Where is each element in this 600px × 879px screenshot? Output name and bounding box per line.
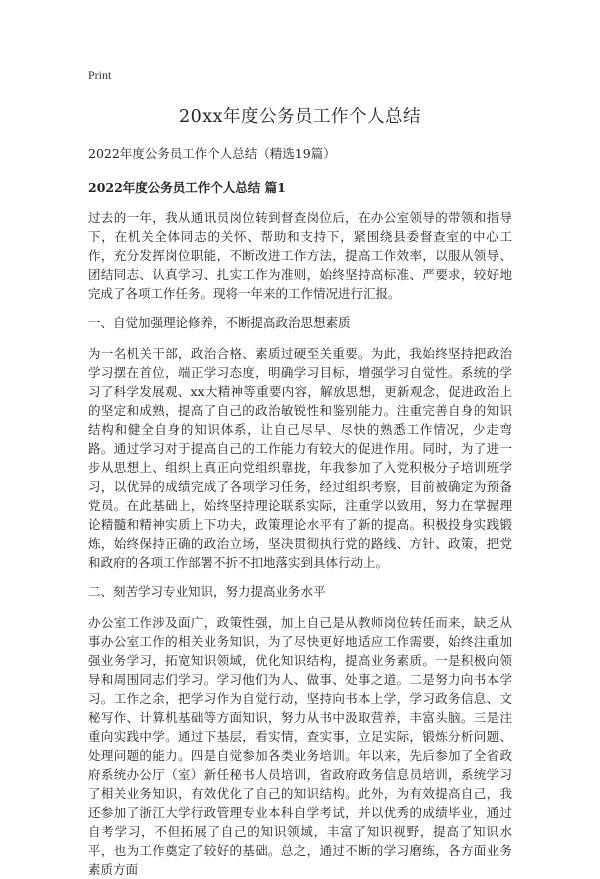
document-title: 20xx年度公务员工作个人总结 — [178, 107, 421, 127]
body-paragraph-2: 办公室工作涉及面广，政策性强，加上自己是从教师岗位转任而来，缺乏从事办公室工作的相关业务知识，为了尽快更好地适应工作需要，始终注重加强业务学习，拓宽知识领域，优化知识结构，提高业务素质。一是积极向领导和周围同志们学习。学习他们为人、做事、处事之道。二是努力向书本学习。工作之余，把学习作为自觉行动，坚持向书本上学，学习政务信息、文秘写作、计算机基础等方面知识，努力从书中汲取营养，丰富头脑。三是注重向实践中学。通过下基层，看实情，查实事，立足实际，锻炼分析问题、处理问题的能力。四是自觉参加各类业务培训。年以来，先后参加了全省政府系统办公厅（室）新任秘书人员培训，省政府政务信息员培训，系统学习了相关业务知识，有效优化了自己的知识结构。此外，为有效提高自己，我还参加了浙江大学行政管理专业本科自学考试，并以优秀的成绩毕业，通过自考学习，不但拓展了自己的知识领域，丰富了知识视野，提高了知识水平，也为工作奠定了较好的基础。总之，通过不断的学习磨练，各方面业务素质方面 — [88, 615, 512, 877]
document-subtitle: 2022年度公务员工作个人总结（精选19篇） — [88, 146, 336, 161]
section-heading: 2022年度公务员工作个人总结 篇1 — [88, 180, 286, 195]
sub-heading-2: 二、刻苦学习专业知识，努力提高业务水平 — [88, 584, 326, 599]
print-link[interactable]: Print — [88, 68, 112, 82]
sub-heading-1: 一、自觉加强理论修养，不断提高政治思想素质 — [88, 315, 351, 330]
intro-paragraph: 过去的一年，我从通讯员岗位转到督查岗位后，在办公室领导的带领和指导下，在机关全体同志的关怀、帮助和支持下，紧围绕县委督查室的中心工作，充分发挥岗位职能，不断改进工作方法，提高工作效率，以服从领导、团结同志、认真学习、扎实工作为准则，始终坚持高标准、严要求，较好地完成了各项工作任务。现将一年来的工作情况进行汇报。 — [88, 210, 512, 301]
body-paragraph-1: 为一名机关干部，政治合格、素质过硬至关重要。为此，我始终坚持把政治学习摆在首位，端正学习态度，明确学习目标，增强学习自觉性。系统的学习了科学发展观、xx大精神等重要内容，解放思想，更新观念，促进政治上的坚定和成熟，提高了自己的政治敏锐性和鉴别能力。注重完善自身的知识结构和健全自身的知识体系，让自己尽早、尽快的熟悉工作情况，少走弯路。通过学习对于提高自己的工作能力有较大的促进作用。同时，为了进一步从思想上、组织上真正向党组织靠拢，年我参加了入党积极分子培训班学习，以优异的成绩完成了各项学习任务，经过组织考察，目前被确定为预备党员。在此基础上，始终坚持理论联系实际，注重学以致用，努力在掌握理论精髓和精神实质上下功夫，政策理论水平有了新的提高。积极投身实践锻炼，始终保持正确的政治立场，坚决贯彻执行党的路线、方针、政策，把党和政府的各项工作部署不折不扣地落实到具体行动上。 — [88, 346, 512, 570]
